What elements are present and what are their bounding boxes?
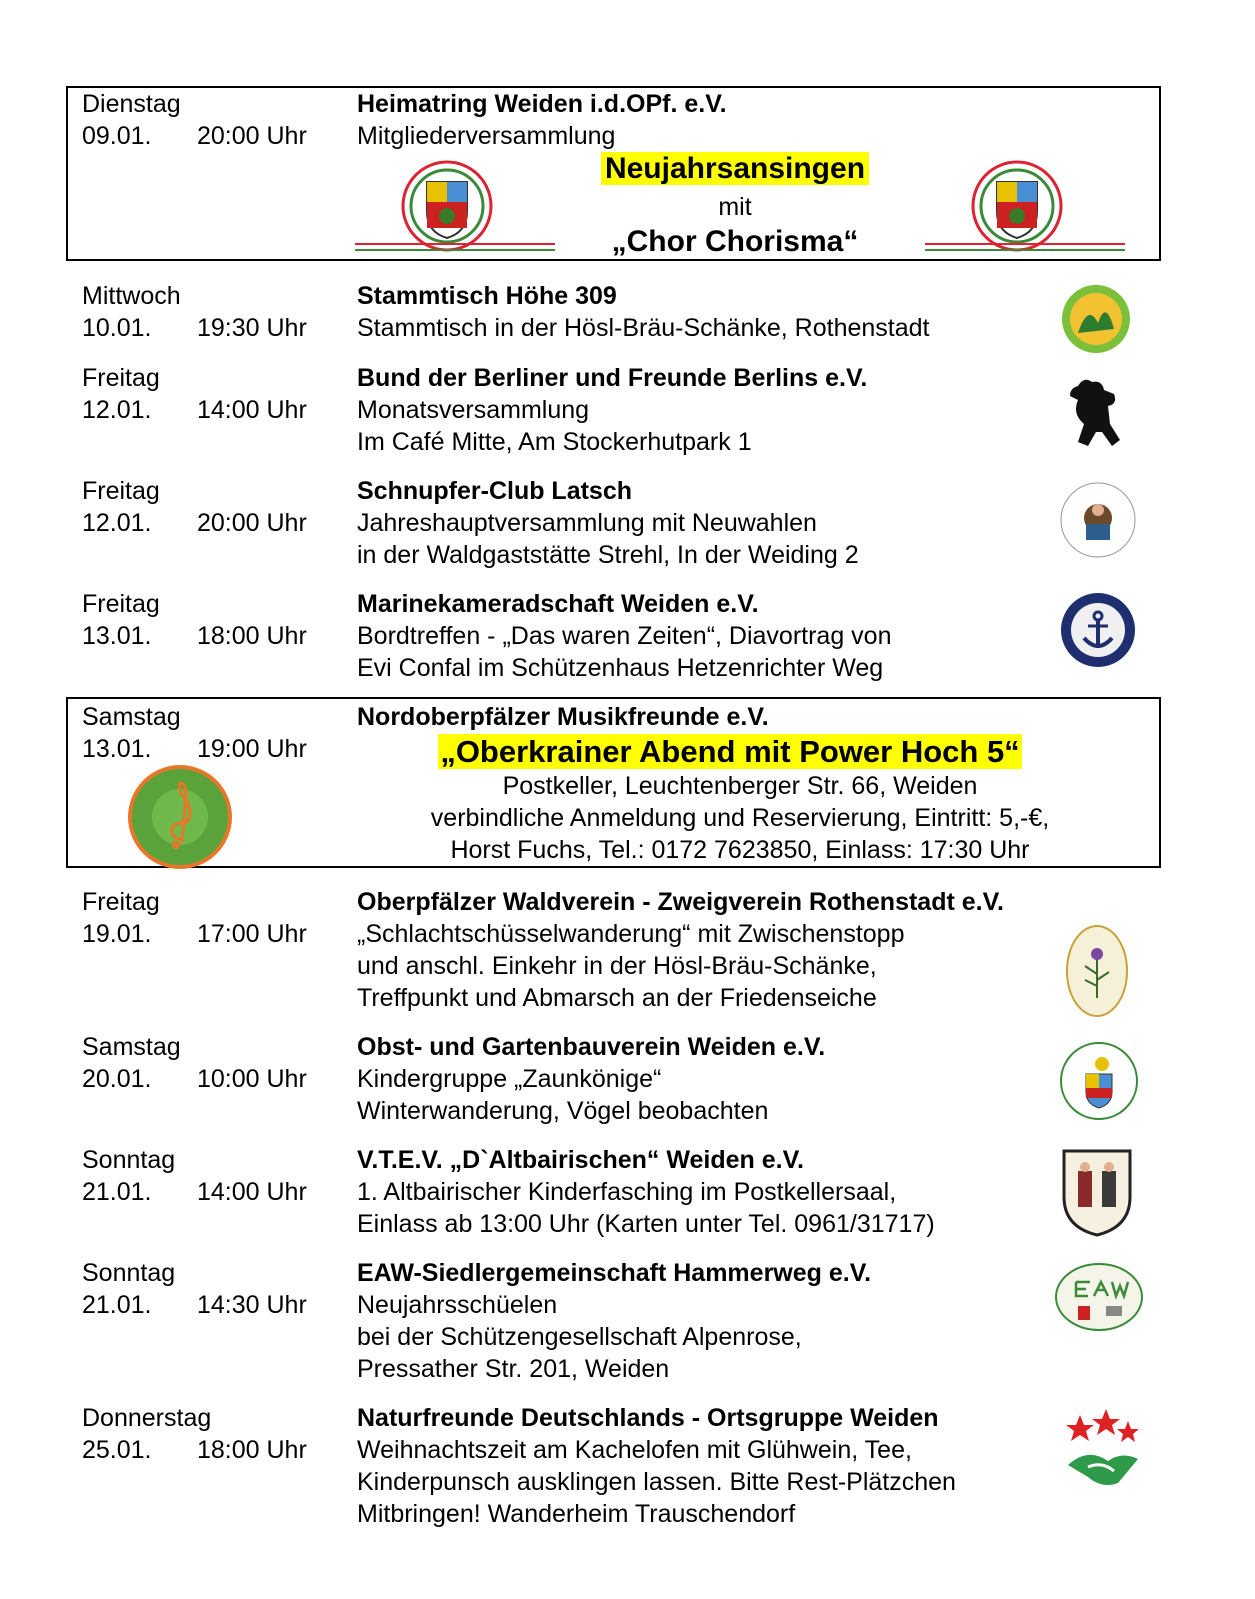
event-line: „Schlachtschüsselwanderung“ mit Zwischenstopp — [357, 920, 905, 948]
event-organizer: Schnupfer-Club Latsch — [357, 477, 633, 505]
event-line: Neujahrsschüelen — [357, 1291, 558, 1319]
event-day: Sonntag — [82, 1146, 176, 1174]
eaw-logo — [1054, 1262, 1144, 1332]
event-day: Freitag — [82, 477, 160, 505]
event-line: Im Café Mitte, Am Stockerhutpark 1 — [357, 428, 752, 456]
event-line: verbindliche Anmeldung und Reservierung, Eintritt: 5,-€, — [430, 804, 1050, 832]
event-date: 21.01. — [82, 1178, 152, 1206]
waldverein-logo — [1065, 924, 1129, 1018]
event-day: Freitag — [82, 888, 160, 916]
anchor-logo — [1058, 590, 1138, 670]
heimatring-logo-right — [925, 156, 1135, 256]
event-time: 20:00 Uhr — [197, 122, 307, 150]
berlin-bear-logo — [1058, 374, 1138, 464]
event-time: 10:00 Uhr — [197, 1065, 307, 1093]
event-date: 13.01. — [82, 735, 152, 763]
musikfreunde-logo — [126, 763, 234, 871]
vtev-logo — [1060, 1145, 1134, 1237]
event-day: Freitag — [82, 364, 160, 392]
event-day: Dienstag — [82, 90, 181, 118]
event-date: 12.01. — [82, 396, 152, 424]
event-line: bei der Schützengesellschaft Alpenrose, — [357, 1323, 802, 1351]
event-time: 18:00 Uhr — [197, 622, 307, 650]
event-highlight — [380, 733, 1080, 771]
event-line: Postkeller, Leuchtenberger Str. 66, Weiden — [502, 772, 978, 800]
schnupfer-club-logo — [1058, 480, 1138, 560]
event-line: 1. Altbairischer Kinderfasching im Postkellersaal, — [357, 1178, 897, 1206]
event-line: Pressather Str. 201, Weiden — [357, 1355, 670, 1383]
event-line: Einlass ab 13:00 Uhr (Karten unter Tel. 0961/31717) — [357, 1210, 935, 1238]
event-day: Donnerstag — [82, 1404, 212, 1432]
event-day: Freitag — [82, 590, 160, 618]
event-line: Kindergruppe „Zaunkönige“ — [357, 1065, 662, 1093]
event-time: 19:00 Uhr — [197, 735, 307, 763]
event-line: Winterwanderung, Vögel beobachten — [357, 1097, 769, 1125]
event-day: Samstag — [82, 703, 181, 731]
event-highlight-text: „Oberkrainer Abend mit Power Hoch 5“ — [440, 734, 1020, 769]
event-line: Monatsversammlung — [357, 396, 590, 424]
event-date: 09.01. — [82, 122, 152, 150]
event-line: Evi Confal im Schützenhaus Hetzenrichter Weg — [357, 654, 884, 682]
event-line: Mitbringen! Wanderheim Trauschendorf — [357, 1500, 796, 1528]
event-date: 10.01. — [82, 314, 152, 342]
event-highlight-text: Neujahrsansingen — [601, 152, 869, 185]
heimatring-logo-left — [355, 156, 565, 256]
naturfreunde-logo — [1058, 1405, 1148, 1495]
event-organizer: Oberpfälzer Waldverein - Zweigverein Rothenstadt e.V. — [357, 888, 1004, 916]
event-line: Horst Fuchs, Tel.: 0172 7623850, Einlass: 17:30 Uhr — [450, 836, 1030, 864]
event-day: Sonntag — [82, 1259, 176, 1287]
event-time: 19:30 Uhr — [197, 314, 307, 342]
gartenbau-logo — [1058, 1040, 1140, 1122]
event-subtitle: „Chor Chorisma“ — [611, 225, 859, 258]
event-line: Weihnachtszeit am Kachelofen mit Glühwein, Tee, — [357, 1436, 912, 1464]
event-day: Mittwoch — [82, 282, 181, 310]
event-date: 21.01. — [82, 1291, 152, 1319]
event-time: 14:00 Uhr — [197, 1178, 307, 1206]
event-organizer: EAW-Siedlergemeinschaft Hammerweg e.V. — [357, 1259, 872, 1287]
event-date: 25.01. — [82, 1436, 152, 1464]
event-time: 18:00 Uhr — [197, 1436, 307, 1464]
event-line: Stammtisch in der Hösl-Bräu-Schänke, Rothenstadt — [357, 314, 930, 342]
event-organizer: Marinekameradschaft Weiden e.V. — [357, 590, 759, 618]
event-organizer: V.T.E.V. „D`Altbairischen“ Weiden e.V. — [357, 1146, 804, 1174]
event-line: Treffpunkt und Abmarsch an der Friedenseiche — [357, 984, 877, 1012]
event-highlight — [560, 151, 910, 187]
stammtisch-logo — [1058, 283, 1138, 363]
event-day: Samstag — [82, 1033, 181, 1061]
event-line: Jahreshauptversammlung mit Neuwahlen — [357, 509, 817, 537]
event-date: 12.01. — [82, 509, 152, 537]
event-time: 17:00 Uhr — [197, 920, 307, 948]
event-line: Bordtreffen - „Das waren Zeiten“, Diavortrag von — [357, 622, 892, 650]
event-date: 13.01. — [82, 622, 152, 650]
event-mid-text: mit — [718, 193, 752, 221]
event-organizer: Stammtisch Höhe 309 — [357, 282, 617, 310]
event-date: 19.01. — [82, 920, 152, 948]
event-time: 20:00 Uhr — [197, 509, 307, 537]
event-line: und anschl. Einkehr in der Hösl-Bräu-Schänke, — [357, 952, 877, 980]
event-date: 20.01. — [82, 1065, 152, 1093]
event-line: Kinderpunsch ausklingen lassen. Bitte Rest-Plätzchen — [357, 1468, 956, 1496]
event-organizer: Nordoberpfälzer Musikfreunde e.V. — [357, 703, 769, 731]
event-organizer: Naturfreunde Deutschlands - Ortsgruppe Weiden — [357, 1404, 939, 1432]
event-time: 14:00 Uhr — [197, 396, 307, 424]
event-organizer: Heimatring Weiden i.d.OPf. e.V. — [357, 90, 727, 118]
event-line: in der Waldgaststätte Strehl, In der Weiding 2 — [357, 541, 859, 569]
event-line: Mitgliederversammlung — [357, 122, 616, 150]
event-organizer: Bund der Berliner und Freunde Berlins e.V. — [357, 364, 868, 392]
event-organizer: Obst- und Gartenbauverein Weiden e.V. — [357, 1033, 826, 1061]
event-time: 14:30 Uhr — [197, 1291, 307, 1319]
